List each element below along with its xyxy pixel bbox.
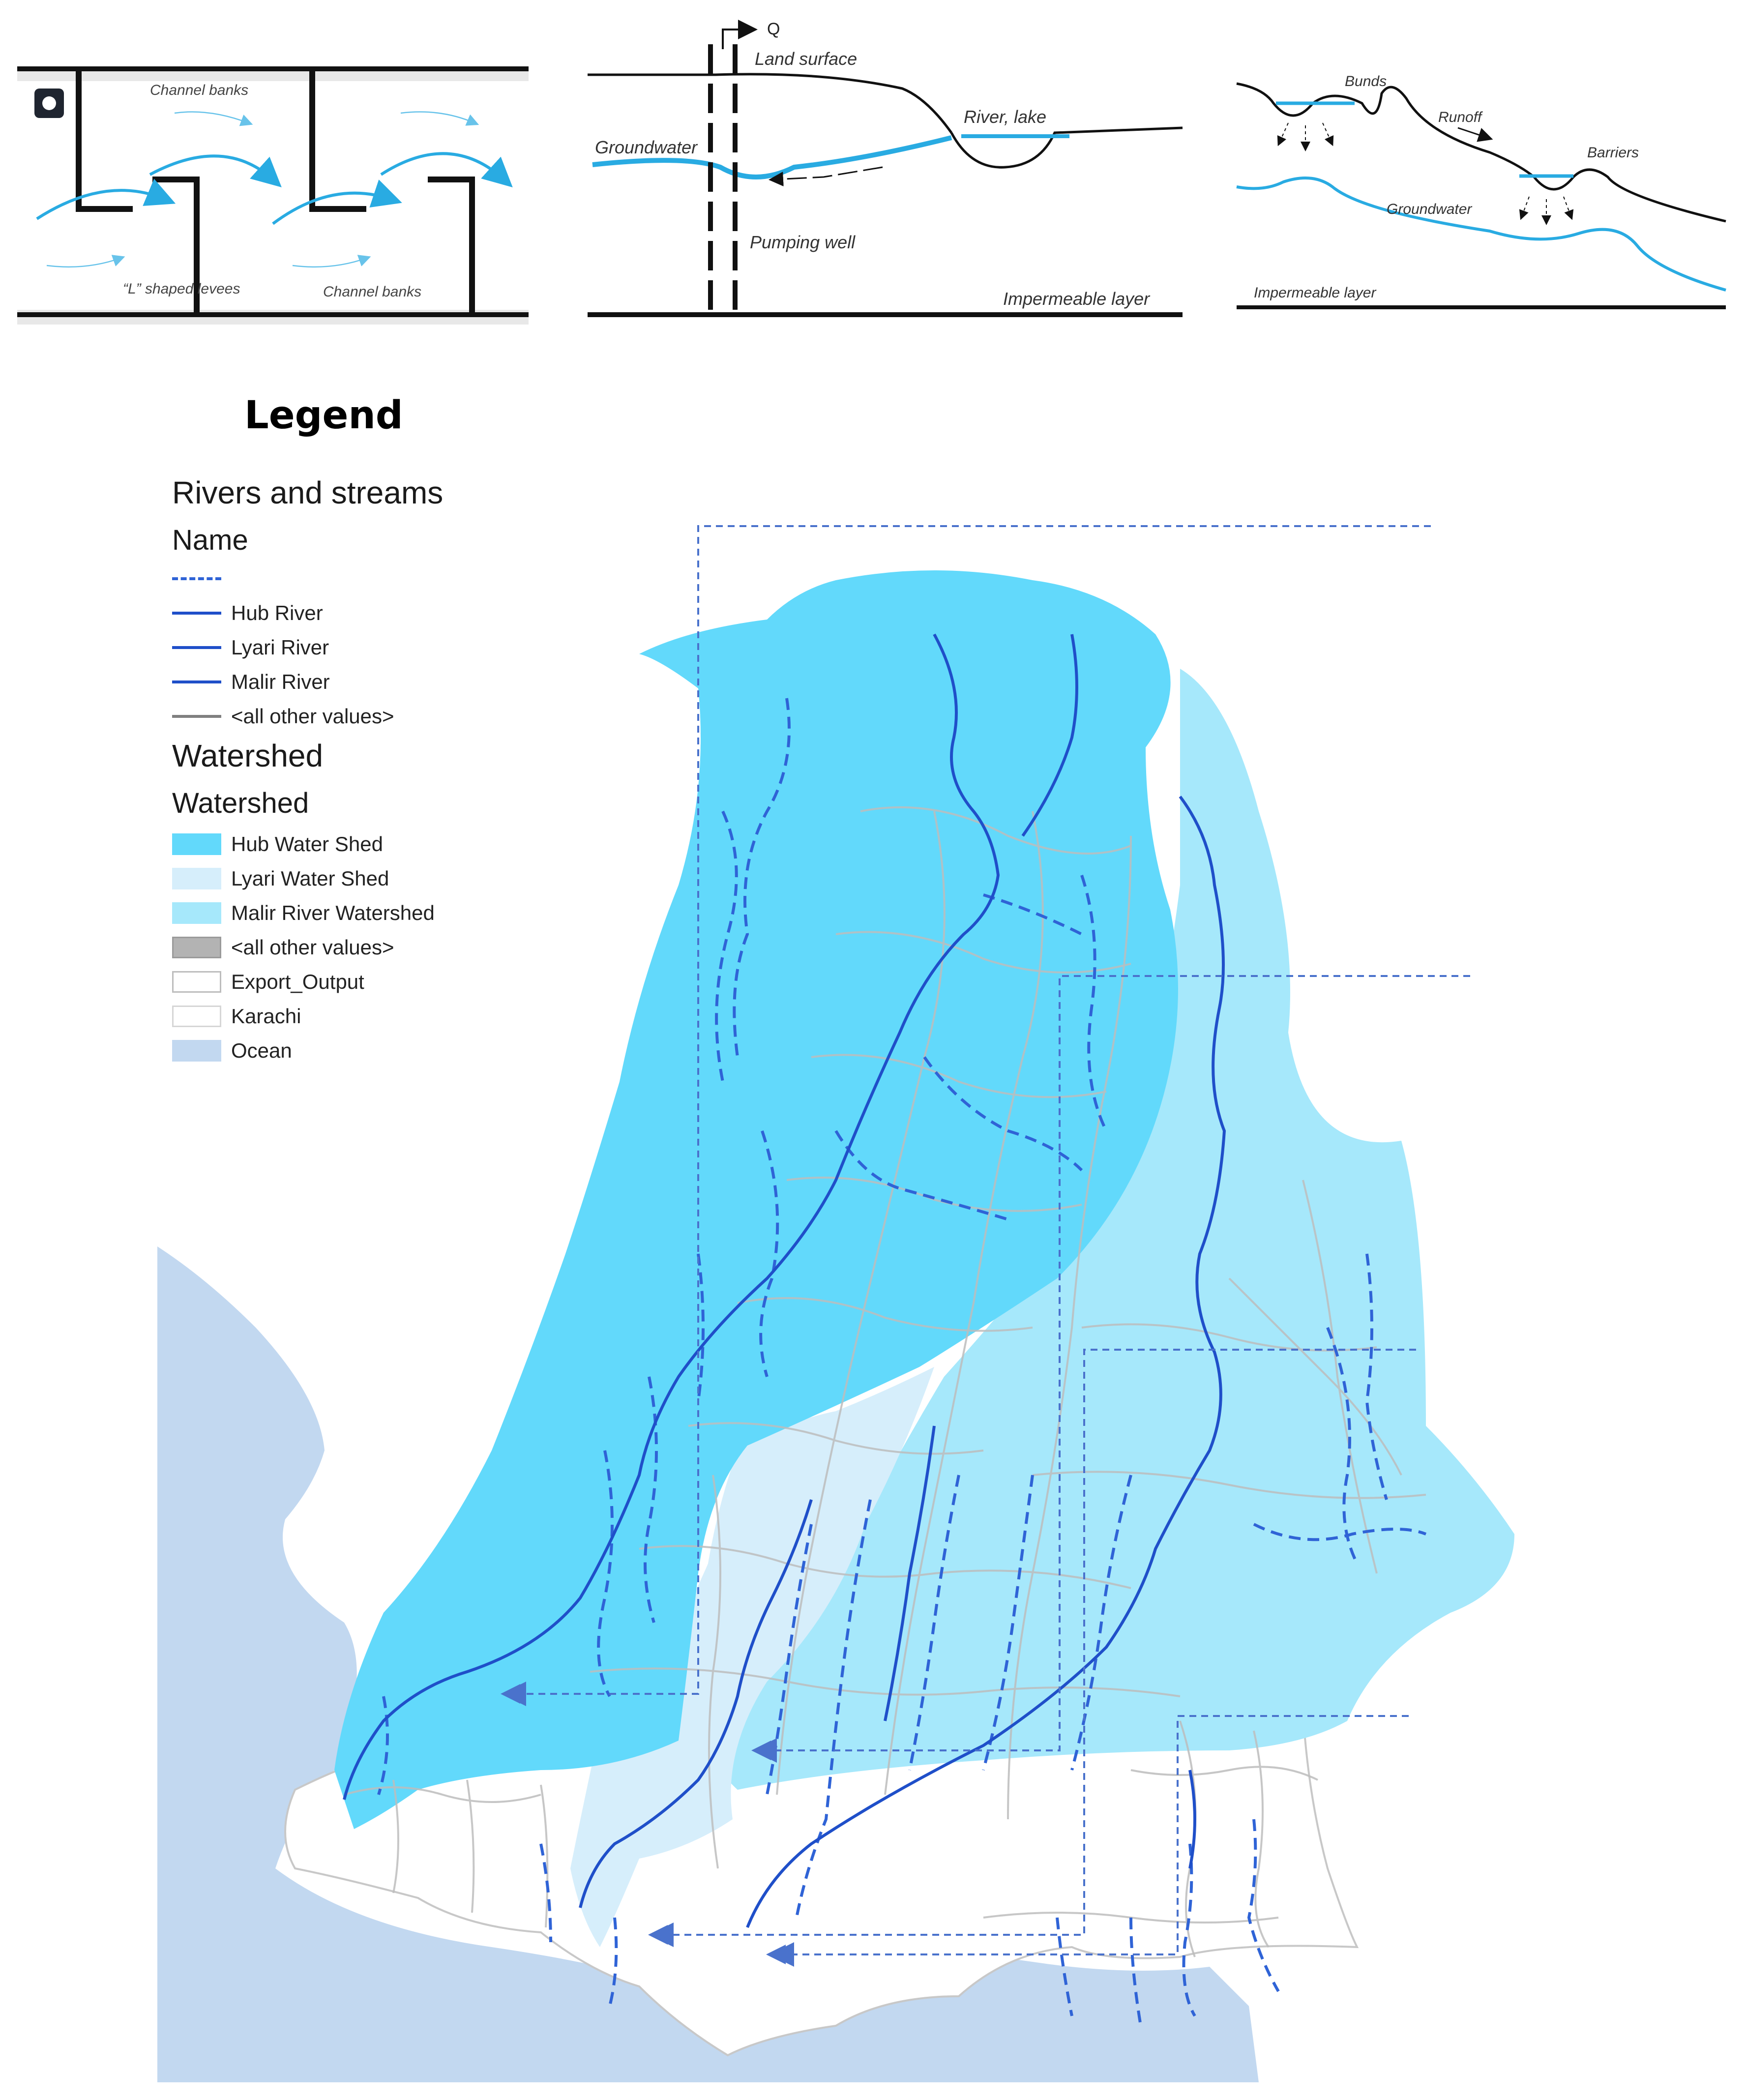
label-impermeable-bunds: Impermeable layer bbox=[1254, 285, 1376, 301]
legend-item-other-rivers: <all other values> bbox=[172, 699, 394, 734]
legend-item-malir-river: Malir River bbox=[172, 665, 330, 699]
legend-rivers-heading: Rivers and streams bbox=[172, 475, 444, 510]
legend-item-lyari-river: Lyari River bbox=[172, 630, 329, 665]
legend-item-malir-watershed: Malir River Watershed bbox=[172, 896, 435, 930]
legend-item-other-watershed: <all other values> bbox=[172, 930, 394, 965]
label-barriers: Barriers bbox=[1587, 145, 1639, 161]
label-channel-banks-bottom: Channel banks bbox=[323, 284, 422, 300]
label-channel-banks-top: Channel banks bbox=[150, 82, 249, 98]
label-bunds: Bunds bbox=[1345, 73, 1387, 89]
label-l-levees: “L” shaped levees bbox=[123, 281, 240, 297]
legend-item-export-output: Export_Output bbox=[172, 965, 364, 999]
label-q: Q bbox=[767, 20, 780, 38]
label-impermeable-well: Impermeable layer bbox=[1003, 289, 1150, 309]
label-groundwater: Groundwater bbox=[595, 137, 698, 157]
label-river-lake: River, lake bbox=[964, 107, 1047, 127]
label-runoff: Runoff bbox=[1438, 109, 1482, 125]
legend-rivers-subheading: Name bbox=[172, 524, 248, 556]
legend-item-hub-river: Hub River bbox=[172, 596, 323, 630]
legend-item-hub-watershed: Hub Water Shed bbox=[172, 827, 383, 861]
legend-watershed-heading: Watershed bbox=[172, 738, 324, 773]
legend-item-ocean: Ocean bbox=[172, 1034, 292, 1068]
legend-item-lyari-watershed: Lyari Water Shed bbox=[172, 861, 389, 896]
label-land-surface: Land surface bbox=[755, 49, 858, 69]
legend-title: Legend bbox=[244, 393, 403, 438]
label-pumping-well: Pumping well bbox=[750, 232, 856, 252]
legend-item-dashed-stream bbox=[172, 562, 231, 596]
legend-watershed-subheading: Watershed bbox=[172, 787, 309, 819]
legend-item-karachi: Karachi bbox=[172, 999, 301, 1034]
label-groundwater-bunds: Groundwater bbox=[1387, 201, 1472, 217]
